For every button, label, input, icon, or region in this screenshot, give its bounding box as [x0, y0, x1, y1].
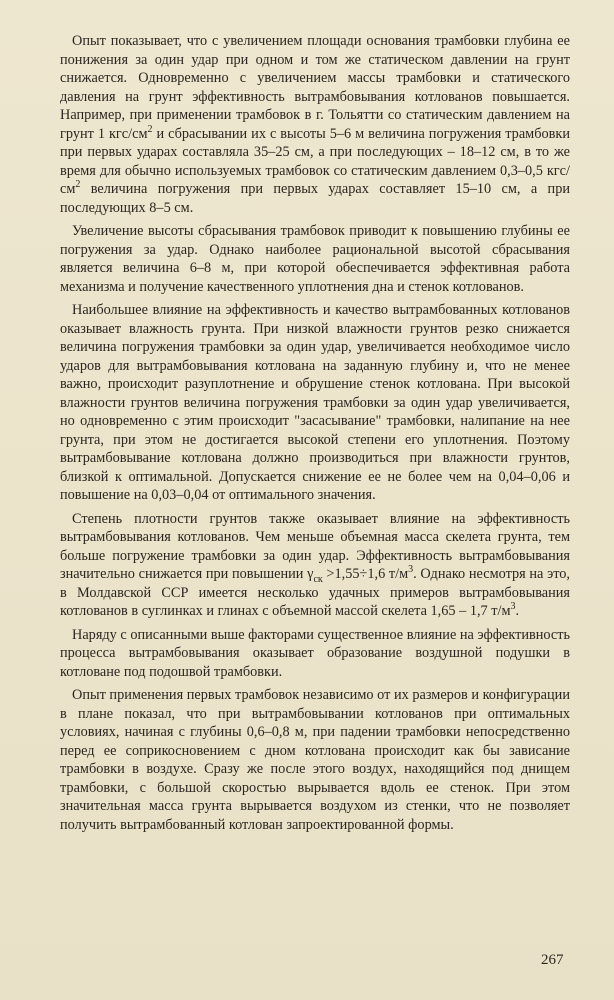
paragraph-1: Опыт показывает, что с увеличением площади основания трамбовки глубина ее понижения за один удар при одном и том же статическом давлении на грунт снижается. Одновременно с увеличением массы трамбовки и статического давления на грунт эффективность вытрамбовывания котлованов повышается. Например, при применении трамбовок в г. Тольятти со статическим давлением на грунт 1 кгс/$см^2$ и сбрасывании их с высоты 5–6 м величина погружения трамбовки при первых ударах составляла 35–25 см, а при последующих – 18–12 см, в то же время для обычно используемых трамбовок со статическим давлением 0,3–0,5 кгс/$см^2$ величина погружения при первых ударах составляет 15–10 см, а при последующих 8–5 см.	[60, 33, 570, 216]
paragraph-6: Опыт применения первых трамбовок независимо от их размеров и конфигурации в плане показал, что при вытрамбовывании котлованов при оптимальных условиях, начиная с глубины 0,6–0,8 м, при падении трамбовки непосредственно перед ее соприкосновением с дном котлована происходит как бы зависание трамбовки в воздухе. Сразу же после этого воздух, находящийся под днищем трамбовки, с большой скоростью вырывается вдоль ее стенок. При этом значительная масса грунта вырывается воздухом из стенки, что не позволяет получить вытрамбованный котлован запроектированной формы.	[60, 687, 570, 833]
paragraph-5: Наряду с описанными выше факторами существенное влияние на эффективность процесса вытрамбовывания оказывает образование воздушной подушки в котловане под подошвой трамбовки.	[60, 626, 570, 680]
body-text	[60, 32, 570, 839]
paragraph-2: Увеличение высоты сбрасывания трамбовок приводит к повышению глубины ее погружения за удар. Однако наиболее рациональной высотой сбрасывания является величина 6–8 м, при которой обеспечивается эффективная работа механизма и получение качественного уплотнения дна и стенок котлованов.	[60, 223, 570, 295]
paragraph-4: Степень плотности грунтов также оказывает влияние на эффективность вытрамбовывания котлованов. Чем меньше объемная масса скелета грунта, тем больше погружение трамбовки за один удар. Эффективность вытрамбовывания значительно снижается при повышении $\gamma_{ск} >1,55\div 1,6$ $т/м^3$. Однако несмотря на это, в Молдавской ССР имеется несколько удачных примеров вытрамбовывания котлованов в суглинках и глинах с объемной массой скелета 1,65 – 1,7 $т/м^3$.	[60, 510, 570, 619]
page-number: 267	[541, 952, 564, 968]
paragraph-3: Наибольшее влияние на эффективность и качество вытрамбованных котлованов оказывает влажность грунта. При низкой влажности грунтов резко снижается величина погружения трамбовки за один удар, увеличивается необходимое число ударов для вытрамбовывания котлована на заданную глубину и, что не менее важно, происходит разуплотнение и обрушение стенок котлована. При высокой влажности грунтов величина погружения трамбовки за один удар увеличивается, но одновременно с этим происходит "засасывание" трамбовки, налипание на нее грунта, при этом не достигается высокой степени его уплотнения. Поэтому вытрамбовывание котлована должно производиться при влажности грунтов, близкой к оптимальной. Допускается снижение ее не более чем на 0,04–0,06 и повышение на 0,03–0,04 от оптимального значения.	[60, 302, 570, 503]
